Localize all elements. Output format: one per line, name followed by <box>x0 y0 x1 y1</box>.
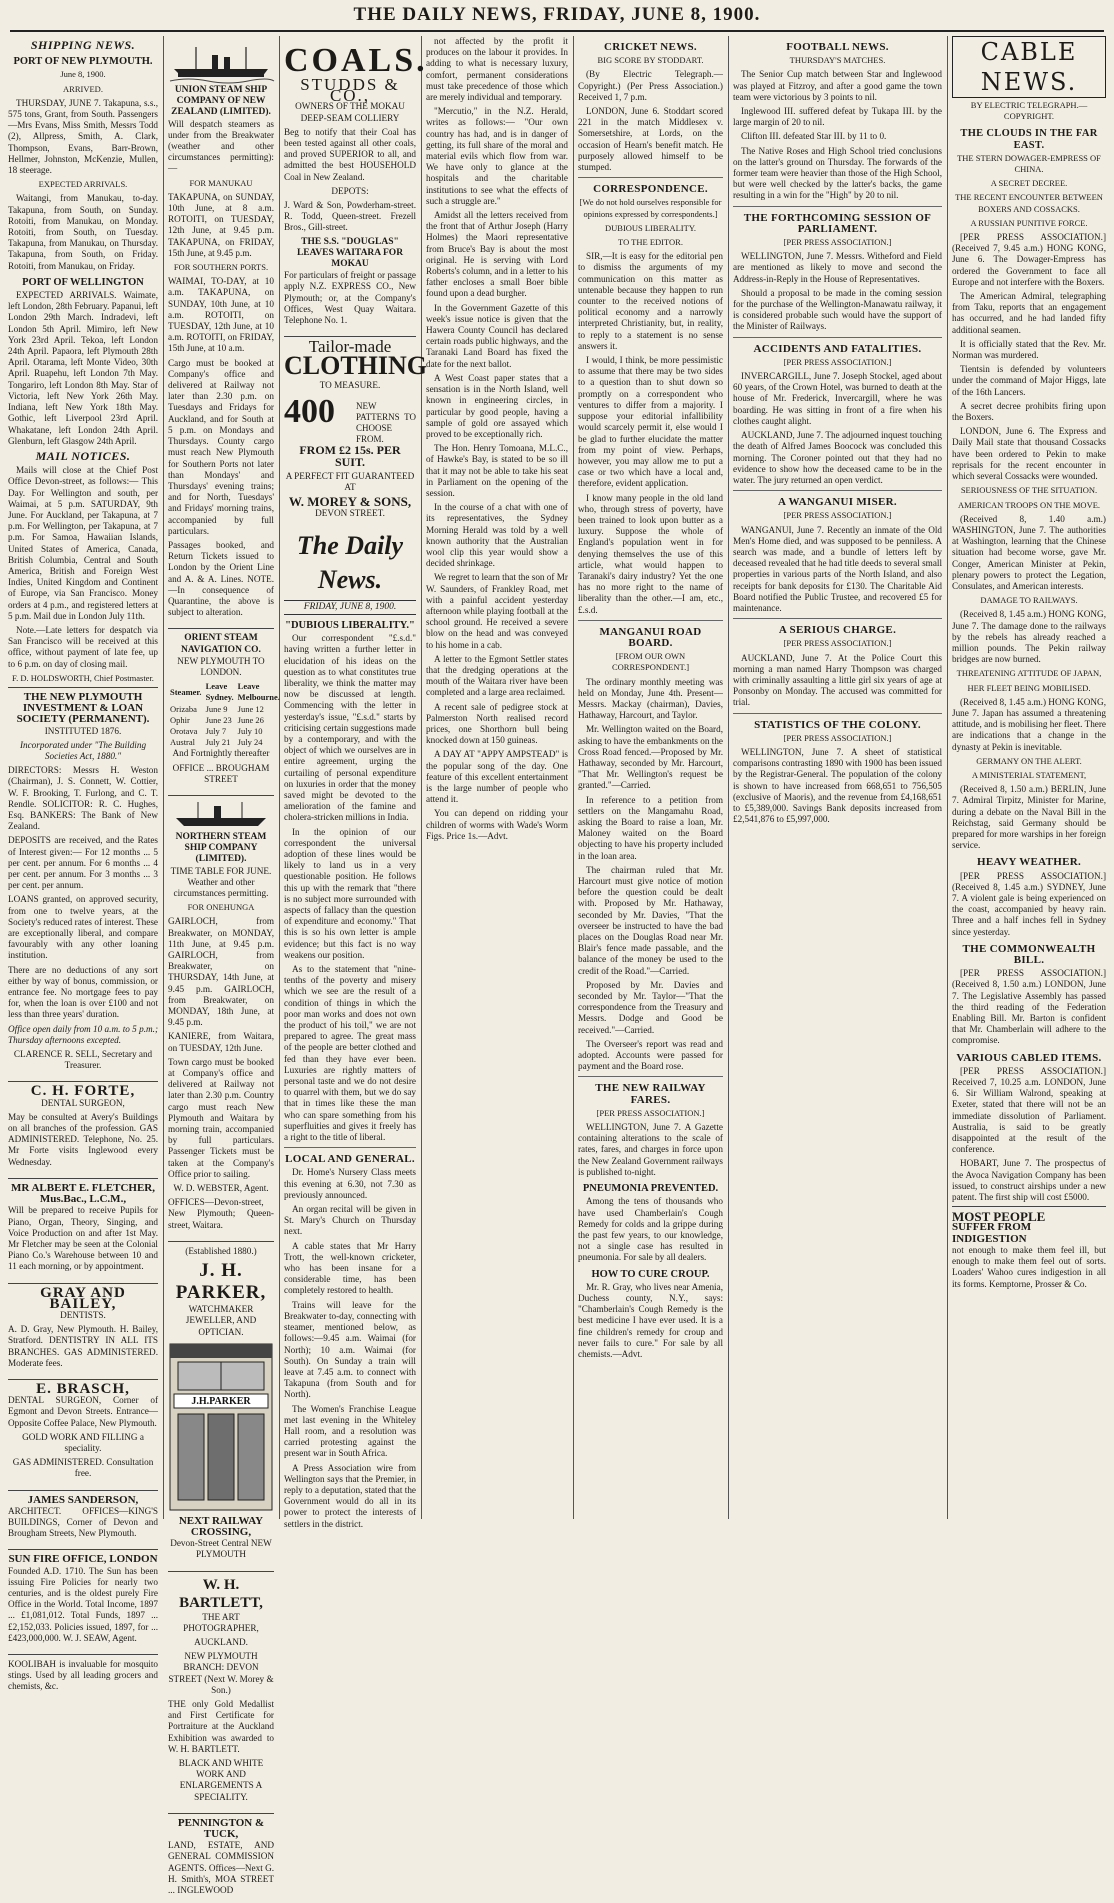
column-shipping-ads <box>168 36 280 1895</box>
gold-work: GOLD WORK AND FILLING a speciality. <box>22 1431 144 1453</box>
accidents-paragraph: INVERCARGILL, June 7. Joseph Stockel, aged about 60 years, of the Crown Hotel, was burned to death at the house of Mr. Frederick, Invercargill, where he was boarding. He was sitting in front of a fire when his clothes caught alight. <box>733 371 942 426</box>
parker-ad <box>168 1241 274 1568</box>
railway-damage-heading: DAMAGE TO RAILWAYS. <box>980 595 1078 606</box>
local-paragraph: In the course of a chat with one of its representatives, the Sydney Morning Herald was told by a well known authority that the Australian wool clip this year would show a decided shrinkage. <box>426 502 568 569</box>
bartlett-title: THE ART PHOTOGRAPHER, <box>183 1611 259 1633</box>
local-paragraph: The Women's Franchise League met last evening in the Whiteley Hall room, and a resolution was carried protesting against the present war in South Africa. <box>284 1403 416 1459</box>
railway-fares-sub: [PER PRESS ASSOCIATION.] <box>596 1107 705 1118</box>
column-rule <box>279 36 280 1519</box>
railway-fares-heading: THE NEW RAILWAY FARES. <box>595 1082 706 1106</box>
column-cable <box>952 36 1106 1519</box>
column-editorial <box>284 36 428 1529</box>
local-paragraph: Amidst all the letters received from the front that of Arthur Joseph (Harry Holmes) the Maori representative from Bruce's Bay is about the most original. He is serving with Lord Roberts's column, and in a letter to his father encloses a small Boer bible found upon a dead burgher. <box>426 210 568 299</box>
most-people: MOST PEOPLE <box>952 1209 1046 1225</box>
orient-foot: And Fortnightly thereafter <box>172 748 270 759</box>
pennington-text: LAND, ESTATE, AND GENERAL COMMISSION AGENTS. Offices—Next G. H. Smith's, MOA STREET ... INGLEWOOD <box>168 1840 274 1895</box>
local-paragraph: A cable states that Mr Harry Trott, the well-known cricketer, who has been insane for a considerable time, has been completely restored to health. <box>284 1240 416 1296</box>
coals-ad <box>284 39 428 333</box>
coals-heading: COALS. <box>284 42 428 79</box>
steamship-icon <box>168 800 274 832</box>
local-paragraph: "Mercutio," in the N.Z. Herald, writes as follows:— "Our own country has had, and is in danger of getting, its full share of the moral and material evils which flow from war. We have only to glance at the hospitals and the charitable institutions to see what the effects of such a struggle are." <box>426 106 568 206</box>
pneumonia-text: Among the tens of thousands who have used Chamberlain's Cough Remedy for colds and la grippe during the past few years, to our knowledge, not a single case has resulted in pneumonia. For sale by all dealers. <box>578 1196 723 1263</box>
manganui-paragraph: Proposed by Mr. Davies and seconded by Mr. Taylor—"That the correspondence from the Treasury and Messrs. Dodge and Good be received."—Carried. <box>578 979 723 1035</box>
table-cell: Orizaba <box>170 703 197 714</box>
cable-paragraph: Tientsin is defended by volunteers under the command of Major Higgs, late of the 16th Lancers. <box>952 364 1106 397</box>
studds-name: STUDDS & CO., <box>300 75 400 106</box>
expected-text: Waitangi, from Manukau, to-day. Takapuna, from South, on Sunday. Rotoiti, from Manukau, on Monday. Rotoiti, from South, on Tuesday. Takapuna, from Manukau, on Thursday. Takapuna, from South, on Friday. Rotoiti, from Manukau, on Friday. <box>8 193 158 271</box>
table-cell: Austral <box>170 737 196 748</box>
port-date: June 8, 1900. <box>60 69 106 80</box>
douglas-heading: THE S.S. "DOUGLAS" LEAVES WAITARA FOR MOKAU <box>296 236 404 270</box>
parker-established: (Established 1880.) <box>185 1245 257 1256</box>
shopfront-illustration <box>168 1342 274 1512</box>
northern-offices: OFFICES—Devon-street, New Plymouth; Queen-street, Waitara. <box>168 1197 274 1230</box>
mail-notices-heading: MAIL NOTICES. <box>35 448 131 463</box>
local-paragraph: Dr. Home's Nursery Class meets this evening at 6.30, not 7.30 as previously announced. <box>284 1167 416 1200</box>
table-cell: July 10 <box>237 725 263 736</box>
local-paragraph: We regret to learn that the son of Mr W. Saunders, of Frankley Road, met with a painful accident yesterday afternoon while playing football at the school ground. He received a severe blow on the head and was conveyed to his home in a cab. <box>426 572 568 650</box>
manganui-paragraph: The Overseer's report was read and adopted. Accounts were passed for payment and the Board rose. <box>578 1038 723 1072</box>
commonwealth-text: [PER PRESS ASSOCIATION.] (Received 8, 1.50 a.m.) LONDON, June 7. The Legislative Assembly has passed the third reading of the Federation Enabling Bill. Mr. Barton is confident that Mr. Chamberlain will adhere to the compromise. <box>952 968 1106 1046</box>
onehunga-heading: FOR ONEHUNGA <box>187 902 255 913</box>
column-rule <box>573 36 574 1519</box>
northern-title: NORTHERN STEAM SHIP COMPANY (LIMITED). <box>175 831 267 865</box>
far-east-sub: THE STERN DOWAGER-EMPRESS OF CHINA. <box>957 152 1101 175</box>
cable-paragraph: LONDON, June 6. The Express and Daily Mail state that thousand Cossacks have been ordered to Pekin to make reprisals for the recent encounter in which several Cossacks were wounded. <box>952 426 1106 482</box>
accidents-sub: [PER PRESS ASSOCIATION.] <box>783 356 892 367</box>
statistics-sub: [PER PRESS ASSOCIATION.] <box>783 732 892 743</box>
cable-paragraph: [PER PRESS ASSOCIATION.] (Received 7, 9.45 a.m.) HONG KONG, June 6. The Dowager-Empress has ordered the Government to face all Europe and not interfere with the Boxers. <box>952 232 1106 287</box>
germany-text: (Received 8, 1.50 a.m.) BERLIN, June 7. Admiral Tirpitz, Minister for Marine, during a debate on the Naval Bill in the Reichstag, said Germany should be prepared for more warships in her foreign service. <box>952 784 1106 851</box>
russian-force: A RUSSIAN PUNITIVE FORCE. <box>970 217 1088 228</box>
masthead-rule <box>10 30 1104 32</box>
letter-paragraph: SIR,—It is easy for the editorial pen to dismiss the arguments of my communication on this matter as untenable because they happen to run counter to the received notions of political economy and a narrowly interpreted Christianity, but, in reality, to reply to a statement is no sense answers it. <box>578 251 723 351</box>
table-row <box>168 737 282 748</box>
croup-text: Mr. R. Gray, who lives near Amenia, Duchess county, N.Y., says: "Chamberlain's Cough Remedy is the best medicine I have ever used. It is a fine children's remedy for croup and never fails to cure." For sale by all chemists.—Advt. <box>578 1281 723 1359</box>
football-sub: THURSDAY'S MATCHES. <box>789 55 886 66</box>
patterns-text: NEW PATTERNS TO CHOOSE FROM. <box>356 400 416 445</box>
gray-bailey-name: GRAY AND BAILEY, <box>40 1284 126 1312</box>
cable-paragraph: It is officially stated that the Rev. Mr. Norman was murdered. <box>952 338 1106 361</box>
morey-name: W. MOREY & SONS, <box>288 494 412 510</box>
northern-intro: TIME TABLE FOR JUNE. Weather and other circumstances permitting. <box>170 865 272 898</box>
forte-name: C. H. FORTE, <box>30 1083 136 1100</box>
local-paragraph: Trains will leave for the Breakwater to-day, connecting with steamer, mentioned below, as follows:—9.45 a.m. Waimai (for North); 10 a.m. Waimai (for South). On Sunday a train will leave at 7.45 a.m. to connect with Takapuna (from South and for North). <box>284 1299 416 1400</box>
sunfire-name: SUN FIRE OFFICE, LONDON <box>8 1553 158 1566</box>
railway-damage-text: (Received 8, 1.45 a.m.) HONG KONG, June 7. The damage done to the railways by the rebels has already reached a million pounds. The Pekin railway bridges are now burned. <box>952 609 1106 665</box>
wellington-text: EXPECTED ARRIVALS. Waimate, left London, 28th February. Papanui, left London 29th March. Indradevi, left London 5th April. Mimiro, left New York 23rd April. Tekoa, left London 24th April. Papaora, left Plymouth 28th April. Otarama, left Monte Video, 30th April. Ruapehu, left London 7th May. Tongariro, left London 8th May. Star of Victoria, left New York 26th May. Indiana, left New York 18th May. Gothic, left Liverpool 23rd April. Whakatane, left London 24th April. Glenburn, left Glasgow 24th April. <box>8 290 158 446</box>
arrived-text: THURSDAY, JUNE 7. Takapuna, s.s., 575 tons, Grant, from South. Passengers—Mrs Evans, Miss Smith, Messrs Todd (2), Allpress, Smith, A. Clark, Thompson, Evans, Barr-Brown, Hellmer, Johnston, McKenzie, Mullen, 18 steerage. <box>8 97 158 176</box>
cable-news-heading: CABLE NEWS. <box>952 36 1106 98</box>
depots-text: J. Ward & Son, Powderham-street. R. Todd, Queen-street. Frezell Bros., Gill-street. <box>284 200 416 233</box>
indigestion-ad <box>952 1206 1106 1296</box>
editorial-paragraph: Our correspondent "£.s.d." having written a further letter in elucidation of his ideas on the question as to what constitutes true liberality, we think the matter may now be discussed at length. Commencing with the letter in yesterday's issue, "£.s.d." starts by criticising certain suggestions made by a contemporary, and with the object of which we ourselves are in entire agreement, urging the curtailing of personal expenditure on luxuries in order that the money saved might be devoted to the amelioration of the famine and cholera-stricken millions in India. <box>284 633 416 823</box>
football-paragraph: The Senior Cup match between Star and Inglewood was played at Fitzroy, and after a good game the town team were victorious by 3 points to nil. <box>733 69 942 102</box>
secret-decree: A SECRET DECREE. <box>990 178 1068 189</box>
paper-date: FRIDAY, JUNE 8, 1900. <box>284 600 416 615</box>
orient-title: ORIENT STEAM NAVIGATION CO. <box>181 633 261 655</box>
shipping-news-heading: SHIPPING NEWS. <box>30 38 136 52</box>
brasch-ad <box>8 1379 158 1487</box>
bartlett-branch: NEW PLYMOUTH BRANCH: DEVON STREET (Next W. Morey & Son.) <box>168 1651 274 1695</box>
railcross-title: NEXT RAILWAY CROSSING, <box>178 1514 264 1538</box>
football-paragraph: The Native Roses and High School tried conclusions on the latter's ground on Thursday. The forwards of the former team were heavier than those of the High School, but were well checked by the latter's backs, the game resulting in a win for the "High" by 20 to nil. <box>733 145 942 201</box>
football-heading: FOOTBALL NEWS. <box>786 41 889 53</box>
local-paragraph: A recent sale of pedigree stock at Palmerston North realised record prices, one Shorthorn bull being knocked down at 150 guineas. <box>426 701 568 746</box>
clothing-heading: CLOTHING <box>284 351 428 381</box>
parliament-paragraph: Should a proposal to be made in the coming session for the purchase of the Wellington-Manawatu railway, it is considered probable such would have the support of the Minister of Railways. <box>733 287 942 332</box>
sunfire-ad <box>8 1549 158 1651</box>
table-cell: Ophir <box>170 714 190 725</box>
mail-note: Note.—Late letters for despatch via San Francisco will be received at this office, without payment of late fee, up to 6 p.m. on day of closing mail. <box>8 624 158 669</box>
douglas-text: For particulars of freight or passage apply N.Z. EXPRESS CO., New Plymouth; or, at the Company's Offices, West Quay Waitara. Telephone No. 1. <box>284 270 416 326</box>
cable-sub: BY ELECTRIC TELEGRAPH.—COPYRIGHT. <box>970 100 1088 122</box>
correspondence-note: [We do not hold ourselves responsible for opinions expressed by correspondents.] <box>579 197 722 219</box>
football-paragraph: Inglewood III. suffered defeat by Tukapa III. by the large margin of 20 to nil. <box>733 106 942 128</box>
parliament-heading: THE FORTHCOMING SESSION OF PARLIAMENT. <box>743 211 932 235</box>
sanderson-text: ARCHITECT. OFFICES—KING'S BUILDINGS, Corner of Devon and Brougham Streets, New Plymouth. <box>8 1505 158 1539</box>
tickets-text: Passages booked, and Return Tickets issued to London by the Orient Line and A. & A. Lines. NOTE.—In consequence of Quarantine, the above is subject to alteration. <box>168 539 274 618</box>
hobart-text: HOBART, June 7. The prospectus of the Avoca Navigation Company has been issued, to construct airships under a new patent. The first ship will cost £5000. <box>952 1158 1106 1203</box>
manganui-paragraph: Mr. Wellington waited on the Board, asking to have the embankments on the Cross Road fenced.—Proposed by Mr. Hathaway, seconded by Mr. Harcourt, "That Mr. Wellington's request be granted."—Carried. <box>578 724 723 791</box>
investment-society-ad <box>8 687 158 1079</box>
pneumonia-heading: PNEUMONIA PREVENTED. <box>582 1183 719 1195</box>
onehunga-text: GAIRLOCH, from Breakwater, on MONDAY, 11th June, at 9.45 p.m. GAIRLOCH, from Breakwater, on THURSDAY, 14th June, at 9.45 p.m. GAIRLOCH, from Breakwater, on MONDAY, 18th June, at 9.45 p.m. <box>168 916 274 1028</box>
loans: LOANS granted, on approved security, from one to twelve years, at the Society's reduced rates of interest. These are exceptionally liberal, and compare favourably with any other loaning institution. <box>8 894 158 961</box>
local-paragraph: The Hon. Henry Tomoana, M.L.C., of Hawke's Bay, is stated to be so ill that it may not be able to take his seat in Parliament on the opening of the session. <box>426 443 568 498</box>
far-east-heading: THE CLOUDS IN THE FAR EAST. <box>960 128 1098 151</box>
directors: DIRECTORS: Messrs H. Weston (Chairman), J. S. Connett, W. Cottier, W. F. Brooking, T. Furlong, and C. T. Rendle. SOLICITOR: R. C. Hughes, Esq. BANKERS: The Bank of New Zealand. <box>8 765 158 832</box>
correspondence-heading: CORRESPONDENCE. <box>593 183 708 196</box>
bartlett-city: AUCKLAND. <box>194 1636 248 1647</box>
sanderson-ad <box>8 1490 158 1547</box>
table-cell: June 26 <box>237 714 264 725</box>
railway-fares-text: WELLINGTON, June 7. A Gazette containing alterations to the scale of rates, fares, and charges in force upon the New Zealand Government railways is published to-night. <box>578 1122 723 1177</box>
wellington-heading: PORT OF WELLINGTON <box>22 276 144 288</box>
pennington-name: PENNINGTON & TUCK, <box>177 1816 265 1840</box>
masthead: THE DAILY NEWS, FRIDAY, JUNE 8, 1900. <box>353 4 761 25</box>
pennington-ad <box>168 1813 274 1903</box>
column-rule <box>163 36 164 1519</box>
football-paragraph: Clifton III. defeated Star III. by 11 to 0. <box>741 131 887 142</box>
local-paragraph: A Press Association wire from Wellington says that the Premier, in reply to a deputation, stated that the Government would do all in its power to protect the interests of settlers in the district. <box>284 1462 416 1529</box>
japan-sub: HER FLEET BEING MOBILISED. <box>967 682 1091 693</box>
cabled-items-heading: VARIOUS CABLED ITEMS. <box>956 1051 1102 1064</box>
union-intro: Will despatch steamers as under from the Breakwater (weather and other circumstances permitting):— <box>168 118 274 174</box>
column-local <box>426 36 568 1519</box>
local-general-heading: LOCAL AND GENERAL. <box>285 1153 415 1166</box>
japan-heading: THREATENING ATTITUDE OF JAPAN, <box>956 668 1102 679</box>
table-cell: July 7 <box>205 725 227 736</box>
northern-steam-ad <box>168 795 274 1238</box>
to-editor: TO THE EDITOR. <box>618 237 683 248</box>
bartlett-speciality: BLACK AND WHITE WORK AND ENLARGEMENTS A SPECIALITY. <box>178 1757 264 1802</box>
steamship-icon <box>168 43 274 85</box>
accidents-heading: ACCIDENTS AND FATALITIES. <box>753 342 922 355</box>
table-row <box>168 726 282 737</box>
column-news <box>733 36 942 1519</box>
orient-col-melbourne: Leave Melbourne. <box>237 681 280 703</box>
expected-heading: EXPECTED ARRIVALS. <box>38 179 128 190</box>
advert-line: You can depend on ridding your children of worms with Wade's Worm Figs. Price 1s.—Advt. <box>426 808 568 841</box>
statistics-text: WELLINGTON, June 7. A sheet of statistical comparisons contrasting 1890 with 1900 has been issued by the Registrar-General. The population of the colony is shown to have increased from 668,651 to 756,505 (exclusive of Maoris), and the revenue from £4,168,651 to £5,389,000. Savings Bank deposits increased from £2,541,876 to £5,997,000. <box>733 746 942 825</box>
serious-charge-heading: A SERIOUS CHARGE. <box>778 624 897 637</box>
table-cell: July 24 <box>237 737 263 748</box>
gas-note: GAS ADMINISTERED. Consultation free. <box>12 1457 154 1479</box>
northern-note: Town cargo must be booked at Company's office and delivered at Railway not later than 2.30 p.m. Country cargo must reach New Plymouth and Waitara by morning train, accompanied by full particulars. Passenger Tickets must be taken at the Company's Office prior to sailing. <box>168 1056 274 1179</box>
editorial-heading: "DUBIOUS LIBERALITY." <box>285 619 415 631</box>
local-paragraph: not affected by the profit it produces on the labour it provides. In adding to what is necessary luxury, comfort, permanent considerations must take precedence of those which are merely individual and temporary. <box>426 36 568 103</box>
postmaster: F. D. HOLDSWORTH, Chief Postmaster. <box>12 672 154 683</box>
cricket-sub: BIG SCORE BY STODDART. <box>597 55 704 66</box>
seriousness-heading: SERIOUSNESS OF THE SITUATION. <box>960 485 1098 496</box>
cricket-paragraph: (By Electric Telegraph.—Copyright.) (Per Press Association.) Received 1, 7 p.m. <box>578 69 723 102</box>
weather-text: [PER PRESS ASSOCIATION.] (Received 8, 1.45 a.m.) SYDNEY, June 7. A violent gale is being experienced on the coast, accompanied by heavy rain. Three and a half inches fell in Sydney since yesterday. <box>952 870 1106 937</box>
manganui-paragraph: The ordinary monthly meeting was held on Monday, June 4th. Present—Messrs. Mackay (chairman), Davies, Hathaway, Harcourt, and Taylor. <box>578 676 723 721</box>
manukau-text: TAKAPUNA, on SUNDAY, 10th June, at 8 a.m. ROTOITI, on TUESDAY, 12th June, at 9.45 p.m. TAKAPUNA, on FRIDAY, 15th June, at 9.45 p.m. <box>168 191 274 258</box>
union-title: UNION STEAM SHIP COMPANY OF NEW ZEALAND (LIMITED). <box>171 85 271 118</box>
port-heading: PORT OF NEW PLYMOUTH. <box>13 56 153 68</box>
price-text: FROM £2 15s. PER SUIT. <box>299 443 401 469</box>
parker-name: J. H. PARKER, <box>175 1260 267 1304</box>
japan-text: (Received 8, 1.45 a.m.) HONG KONG, June 7. Japan has assumed a threatening attitude, and is mobilising her fleet. There are indications that a change in the dynasty at Pekin is inevitable. <box>952 696 1106 752</box>
letter-paragraph: I know many people in the old land who, through stress of poverty, have been trained to look upon butter as a luxury. Suppose the whole of England's population went in for denying themselves the use of this article, what would happen to Taranaki's dairy industry? Yet the one has no more right to the name of liberality than the other.—I am, etc., £.s.d. <box>578 492 723 615</box>
table-cell: July 21 <box>205 737 231 748</box>
suffer-line: SUFFER FROM INDIGESTION <box>952 1221 1032 1245</box>
fletcher-text: Will be prepared to receive Pupils for Piano, Organ, Theory, Singing, and Voice Production on and after 1st May. Mr Fletcher may be seen at the Colonial Piano Co.'s Warehouse between 10 and 11 each morning, or by appointment. <box>8 1205 158 1272</box>
office-line: OFFICE ... BROUGHAM STREET <box>172 762 270 784</box>
deposits: DEPOSITS are received, and the Rates of Interest given:— For 12 months ... 5 per cent. per annum. For 6 months ... 4 per cent. per annum. For 3 months ... 3 per cent. per annum. <box>8 835 158 891</box>
incorporated: Incorporated under "The Building Societies Act, 1880." <box>19 739 147 761</box>
cricket-paragraph: LONDON, June 6. Stoddart scored 221 in the match Middlesex v. Somersetshire, at Lords, on the occasion of Hearn's benefit match. He purposely allowed himself to be stumped. <box>578 106 723 173</box>
morey-address: DEVON STREET. <box>315 507 385 518</box>
troops-heading: AMERICAN TROOPS ON THE MOVE. <box>957 499 1101 510</box>
gray-bailey-text: A. D. Gray, New Plymouth. H. Bailey, Stratford. DENTISTRY IN ALL ITS BRANCHES. GAS ADMINISTERED. Moderate fees. <box>8 1324 158 1368</box>
morey-clothing-ad <box>284 336 428 525</box>
orient-col-sydney: Leave Sydney. <box>205 681 234 703</box>
manganui-sub: [FROM OUR OWN CORRESPONDENT.] <box>611 651 690 673</box>
letter-paragraph: I would, I think, be more pessimistic to assume that there may be two sides to a question than to shut down so promptly on a correspondent who ventures to differ from a majority. I suppose your editorial infallibility would scarcely permit it, else would I be glad to further elucidate the matter from my point of view. Perhaps, however, you may allow me to put a case or two which have a local and, therefore, evident application. <box>578 355 723 489</box>
forte-title: DENTAL SURGEON, <box>41 1097 125 1108</box>
miser-sub: [PER PRESS ASSOCIATION.] <box>783 510 892 521</box>
cargo-text: Cargo must be booked at Company's office and delivered at Railway not later than 2.30 p.m. on Tuesdays and Fridays for Auckland, and for South at 5 p.m. on Mondays and Thursdays. County cargo must reach New Plymouth for Southern Ports not later than Mondays' and Thursdays' evening trains; and for North, Tuesdays' and Fridays' morning trains, accompanied by full particulars. <box>168 357 274 536</box>
kooliban-text: KOOLIBAH is invaluable for mosquito stings. Used by all leading grocers and chemists, &c. <box>8 1659 158 1692</box>
four-hundred: 400 <box>284 392 335 430</box>
column-shipping <box>8 36 158 1692</box>
fletcher-ad <box>8 1178 158 1280</box>
germany-heading: GERMANY ON THE ALERT. <box>976 755 1082 766</box>
forte-ad <box>8 1081 158 1174</box>
accidents-paragraph: AUCKLAND, June 7. The adjourned inquest touching the death of Alfred James Boocock was concluded this morning. The Coroner pointed out that they had no evidence to show how the deceased came to be in the water. The jury returned an open verdict. <box>733 430 942 485</box>
investment-title: THE NEW PLYMOUTH INVESTMENT & LOAN SOCIETY (PERMANENT). <box>16 690 150 726</box>
orient-timetable <box>168 681 282 748</box>
miser-text: WANGANUI, June 7. Recently an inmate of the Old Men's Home died, and was supposed to be penniless. A search was made, and a bundle of letters left by deceased revealed that he had title deeds to several small properties in various parts of the North Island, and also receipts for bank deposits for £130. The Charitable Aid Board notified the Public Trustee, and recovered £5 for maintenance. <box>733 524 942 613</box>
correspondence-sub: DUBIOUS LIBERALITY. <box>605 222 696 233</box>
brasch-name: E. BRASCH, <box>36 1380 130 1397</box>
table-row <box>168 704 282 715</box>
serious-charge-text: AUCKLAND, June 7. At the Police Court this morning a man named Harry Thompson was charged with criminally assaulting a little girl six years of age at Ponsonby on Monday. The accused was committed for trial. <box>733 652 942 708</box>
cricket-heading: CRICKET NEWS. <box>604 41 697 53</box>
bartlett-text: THE only Gold Medallist and First Certificate for Portraiture at the Auckland Exhibition was awarded to W. H. BARTLETT. <box>168 1698 274 1754</box>
office-hours: Office open daily from 10 a.m. to 5 p.m.; Thursday afternoons excepted. <box>8 1023 158 1045</box>
weather-heading: HEAVY WEATHER. <box>976 856 1082 869</box>
troops-text: (Received 8, 1.40 a.m.) WASHINGTON, June 7. The authorities at Washington, learning that the Chinese situation had become worse, gave Mr. Conger, American Minister at Pekin, plenary powers to protect the Legation, Consulates, and American interests. <box>952 513 1106 591</box>
local-paragraph: A West Coast paper states that a sensation is in the North Island, well known in engineering circles, in particular by good people, having a sample of gold ore assayed which proved to be exceptionally rich. <box>426 372 568 439</box>
editorial-paragraph: In the opinion of our correspondent the universal adoption of these lines would be likely to land us in a very questionable position. He follows this up with the remark that "there is no subject more surrounded with aspects of fallacy than the question of expenditure and economy." That this is so his own letter is ample evidence; but this fact is no way weakens our position. <box>284 826 416 960</box>
orient-sub: NEW PLYMOUTH TO LONDON. <box>177 655 265 677</box>
gray-bailey-sub: DENTISTS. <box>60 1309 106 1320</box>
column-rule <box>728 36 729 1519</box>
arrived-heading: ARRIVED. <box>63 83 103 94</box>
instituted: INSTITUTED 1876. <box>44 725 122 736</box>
local-paragraph: An organ recital will be given in St. Mary's Church on Thursday next. <box>284 1204 416 1237</box>
sunfire-text: Founded A.D. 1710. The Sun has been issuing Fire Policies for nearly two centuries, and is the oldest purely Fire Office in the World. Total Income, 1897 ... £1,081,012. Total Funds, 1897 ... £2,152,033. Policies issued, 1897, for ... £423,000,000. W. J. SEAW, Agent. <box>8 1565 158 1643</box>
parliament-paragraph: WELLINGTON, June 7. Messrs. Witheford and Field are mentioned as likely to move and second the Address-in-Reply in the House of Representatives. <box>733 251 942 284</box>
paper-title: The Daily News. <box>296 530 404 594</box>
orient-col-steamer: Steamer. <box>170 686 202 697</box>
manganui-heading: MANGANUI ROAD BOARD. <box>599 625 702 649</box>
table-row <box>168 715 282 726</box>
studds-sub: OWNERS OF THE MOKAU DEEP-SEAM COLLIERY <box>295 101 405 123</box>
kooliban-ad <box>8 1654 158 1700</box>
orient-ad <box>168 628 280 792</box>
south-heading: FOR SOUTHERN PORTS. <box>173 262 269 273</box>
column-rule <box>947 36 948 1519</box>
column-correspondence <box>578 36 723 1519</box>
manganui-paragraph: The chairman ruled that Mr. Harcourt must give notice of motion before the question could be dealt with. Proposed by Mr. Hathaway, seconded by Mr. Davies, "That the overseer be instructed to have the bad places on the Douglas Road near Mr. Blair's fence made passable, and the balance of the money be used to the credit of the Road."—Carried. <box>578 864 723 976</box>
table-cell: Orotava <box>170 725 198 736</box>
ministerial-heading: A MINISTERIAL STATEMENT, <box>971 769 1087 780</box>
fit-text: A PERFECT FIT GUARANTEED AT <box>285 470 415 493</box>
column-rule <box>421 36 422 1519</box>
studds-text: Beg to notify that their Coal has been tested against all other coals, and proved SUPERIOR to all, and admitted the best HOUSEHOLD Coal in New Zealand. <box>284 126 416 182</box>
manganui-paragraph: In reference to a petition from settlers on the Mangamahu Road, asking the Board to raise a loan, Mr. Maloney waited on the Board objecting to have his property included in the loan area. <box>578 794 723 861</box>
secretary: CLARENCE R. SELL, Secretary and Treasurer. <box>13 1049 153 1071</box>
miser-heading: A WANGANUI MISER. <box>778 496 897 509</box>
manukau-heading: FOR MANUKAU <box>189 177 253 188</box>
commonwealth-heading: THE COMMONWEALTH BILL. <box>962 942 1096 967</box>
quote-paragraph: A DAY AT "APPY AMPSTEAD" is the popular song of the day. One feature of this excellent entertainment is the large number of people who attend it. <box>426 749 568 805</box>
fletcher-name: MR ALBERT E. FLETCHER, Mus.Bac., L.C.M., <box>11 1181 155 1206</box>
cable-paragraph: The American Admiral, telegraphing from Taku, reports that an engagement has occurred, and he had landed fifty additional seamen. <box>952 291 1106 335</box>
depots-heading: DEPOTS: <box>331 185 369 196</box>
south-text: WAIMAI, TO-DAY, at 10 a.m. TAKAPUNA, on SUNDAY, 10th June, at 10 a.m. ROTOITI, on TUESDAY, 12th June, at 10 a.m. ROTOITI, on FRIDAY, 15th June, at 10 a.m. <box>168 276 274 354</box>
parker-sign: J.H.PARKER <box>191 1395 251 1407</box>
croup-heading: HOW TO CURE CROUP. <box>591 1268 710 1280</box>
railcross-sub: Devon-Street Central NEW PLYMOUTH <box>170 1538 272 1560</box>
mail-text: Mails will close at the Chief Post Office Devon-street, as follows:— This Day. For Wellington and south, per Waimai, at 5 p.m. SATURDAY, 9th June. For Auckland, per Takapuna, at 7 p.m. For Wellington, per Takapuna, at 7 p.m. For Samoa, Hawaiian Islands, United States of America, Canada, British Columbia, Central and South America, British and Foreign West Indies, United Kingdom and Continent of Europe, via San Francisco. Money orders at 4 p.m., and registered letters at 5 p.m. Mail due in London July 11th. <box>8 465 158 621</box>
kaniere-text: KANIERE, from Waitara, on TUESDAY, 12th June. <box>168 1031 274 1053</box>
bartlett-ad <box>168 1571 274 1810</box>
brasch-text: DENTAL SURGEON, Corner of Egmont and Devon Streets. Entrance—Opposite Coffee Palace, New Plymouth. <box>8 1395 158 1428</box>
sanderson-name: JAMES SANDERSON, <box>27 1493 139 1506</box>
editorial-paragraph: As to the statement that "nine-tenths of the poverty and misery which we see are the result of a condition of things in which the poor man works and does not own the product of his toil," we are not prepared to agree. The great mass of the people are better clothed and fed than they have ever been. Luxuries are rightly matters of personal taste and we do not desire to quarrel with them, but we do say that in times like these the man who can spare something from his superfluities and gives it freely has a right to the title of liberal. <box>284 964 416 1143</box>
loans-note: There are no deductions of any sort either by way of bonus, commission, or entrance fee. No mortgage fees to pay for, when the loan is over £100 and not less than three years' duration. <box>8 964 158 1020</box>
local-paragraph: In the Government Gazette of this week's issue notice is given that the Hawera County Council has declared certain roads public highways, and the Taranaki Land Board has fixed the date for the next ballot. <box>426 302 568 369</box>
parliament-sub: [PER PRESS ASSOCIATION.] <box>783 237 892 248</box>
table-cell: June 23 <box>205 714 232 725</box>
table-cell: June 12 <box>237 703 264 714</box>
local-paragraph: A letter to the Egmont Settler states that the dredging operations at the mouth of the Waitara river have been completed and a large area reclaimed. <box>426 653 568 698</box>
tailor-made: Tailor-made <box>308 337 392 357</box>
union-steam-ad <box>168 39 274 625</box>
gray-bailey-ad <box>8 1283 158 1376</box>
bartlett-name: W. H. BARTLETT, <box>179 1576 263 1611</box>
encounter-line: THE RECENT ENCOUNTER BETWEEN BOXERS AND COSSACKS. <box>955 192 1103 214</box>
serious-charge-sub: [PER PRESS ASSOCIATION.] <box>783 638 892 649</box>
northern-agent: W. D. WEBSTER, Agent. <box>173 1183 269 1194</box>
suffer-text: not enough to make them feel ill, but enough to make them feel out of sorts. Loaders' Wahoo cures indigestion in all its forms. Kemptorne, Prosser & Co. <box>952 1244 1106 1289</box>
statistics-heading: STATISTICS OF THE COLONY. <box>754 718 921 731</box>
forte-text: May be consulted at Avery's Buildings on all branches of the profession. GAS ADMINISTERED. Telephone, No. 25. Mr Forte visits Inglewood every Wednesday. <box>8 1111 158 1167</box>
to-measure: TO MEASURE. <box>319 380 381 391</box>
cable-paragraph: A secret decree prohibits firing upon the Boxers. <box>952 400 1106 423</box>
cabled-items-text: [PER PRESS ASSOCIATION.] Received 7, 10.25 a.m. LONDON, June 6. Sir William Walrond, speaking at Exeter, stated that there will not be an immediate dissolution of Parliament. Australia, is said to be greatly disappointed at the result of the conference. <box>952 1065 1106 1155</box>
parker-trade: WATCHMAKER JEWELLER, AND OPTICIAN. <box>185 1304 257 1337</box>
table-cell: June 9 <box>205 703 228 714</box>
